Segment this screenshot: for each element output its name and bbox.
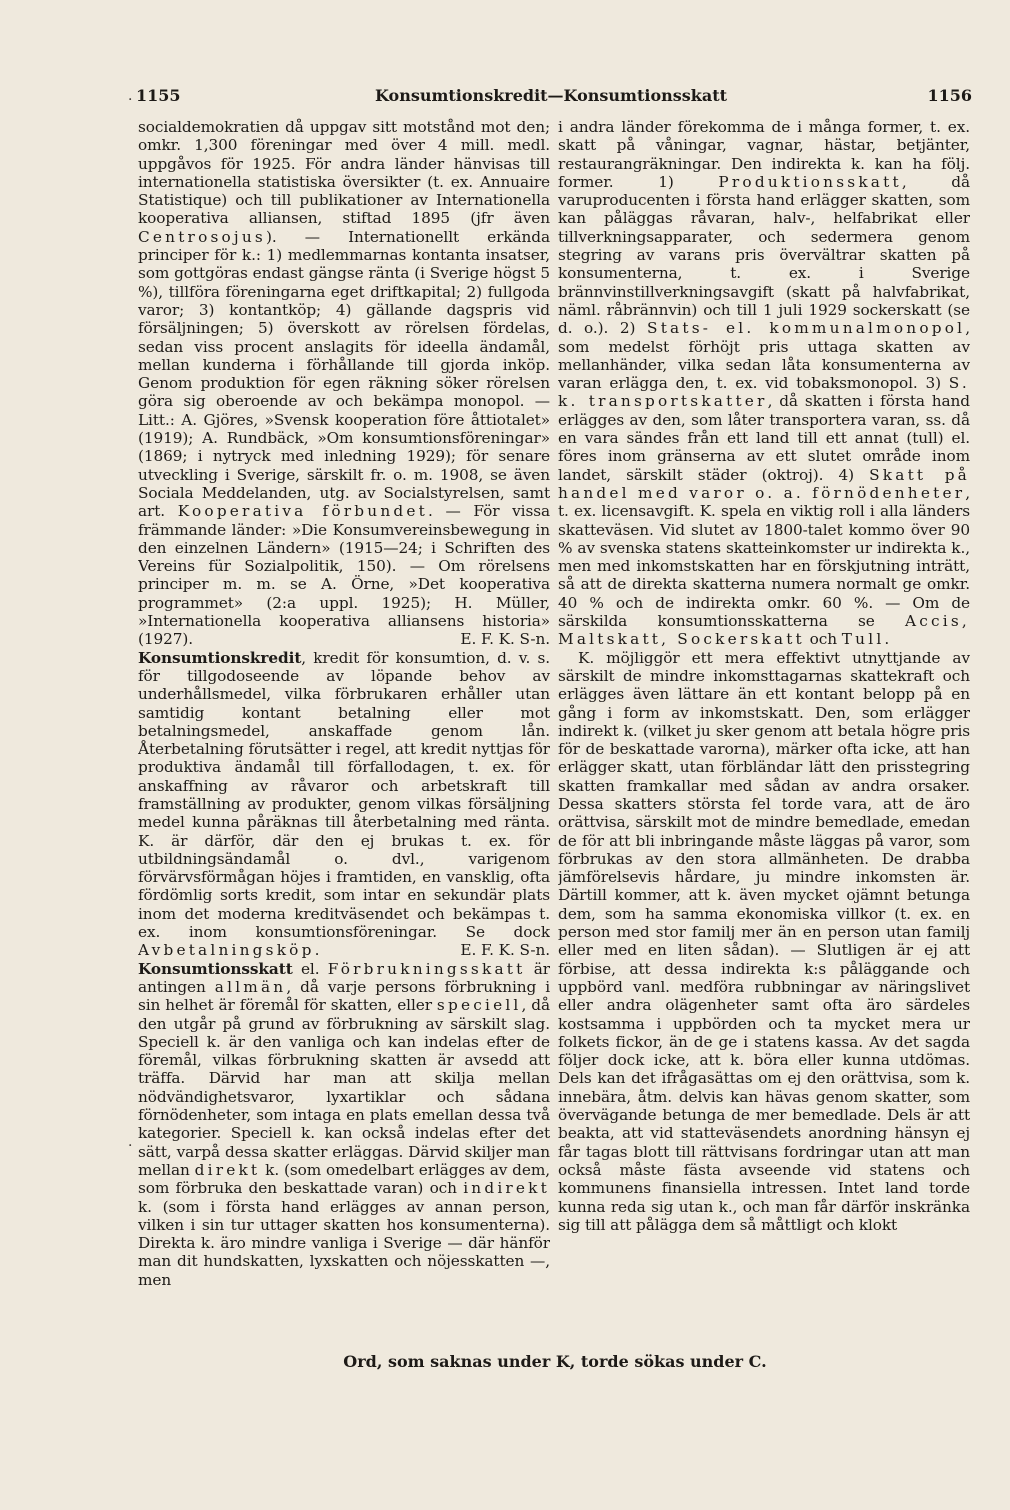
entry-konsumtionskredit: Konsumtionskredit, kredit för konsumtion, d. v. s. för tillgodoseende av löpande behov av underhållsmedel, vilka förbrukaren erhåller utan samtidig kontant betalning eller mot betalningsmedel, anskaffade genom lån. Återbetalning förutsätter i regel, att kredit nyttjas för produktiva ändamål till förfallodagen, t. ex. för anskaffning av råvaror och arbetskraft till framställning av produkter, genom vilkas försäljning medel kunna påräknas till återbetalning med ränta. K. är därför, där den ej brukas t. ex. för utbildningsändamål o. dvl., varigenom förvärvsförmågan höjes i framtiden, en vansklig, ofta fördömlig sorts kredit, som intar en sekundär plats inom det moderna kreditväsendet och bekämpas t. ex. inom konsumtionsföreningar. Se dock Avbetalningsköp. E. F. K. S-n. <box>138 648 550 960</box>
running-title: Konsumtionskredit—Konsumtionsskatt <box>374 86 727 105</box>
right-page-number: 1156 <box>927 86 972 105</box>
entry-konsumtionsskatt: Konsumtionsskatt el. Förbrukningsskatt är antingen allmän, då varje persons förbrukning i sin helhet är föremål för skatten, eller speciell, då den utgår på grund av förbrukning av särskilt slag. Speciell k. är den vanliga och kan indelas efter de föremål, vilkas förbrukning skatten är avsedd att träffa. Därvid har man att skilja mellan nödvändighetsvaror, lyxartiklar och sådana förnödenheter, som intaga en plats emellan dessa två kategorier. Speciell k. kan också indelas efter det sätt, varpå dessa skatter erläggas. Därvid skiljer man mellan direkt k. (som omedelbart erlägges av dem, som förbruka den beskattade varan) och indirekt k. (som i första hand erlägges av annan person, vilken i sin tur uttager skatten hos konsumenterna). Direkta k. äro mindre vanliga i Sverige — där hänför man dit hundskatten, lyxskatten och nöjesskatten —, men <box>138 959 550 1289</box>
page-header <box>130 86 972 112</box>
cross-reference: Avbetalningsköp <box>138 941 315 960</box>
cross-reference: Accis, Maltskatt, Sockerskatt <box>558 612 970 649</box>
author-signature: E. F. K. S-n. <box>460 630 550 649</box>
footer-note: Ord, som saknas under K, torde sökas under C. <box>343 1352 767 1371</box>
entry-headword: Konsumtionsskatt <box>138 959 293 978</box>
paragraph-konsumtionsforening-end: socialdemokratien då uppgav sitt motstånd mot den; omkr. 1,300 föreningar med över 4 mill. medl. uppgåvos för 1925. För andra länder hänvisas till internationella statistiska översikter (t. ex. Annuaire Statistique) och till publikationer av Internationella kooperativa alliansen, stiftad 1895 (jfr även Centrosojus). — Internationellt erkända principer för k.: 1) medlemmarnas kontanta insatser, som gottgöras endast gängse ränta (i Sverige högst 5 %), tillföra föreningarna eget driftkapital; 2) fullgoda varor; 3) kontantköp; 4) gällande dagspris vid försäljningen; 5) överskott av rörelsen fördelas, sedan viss procent anslagits för ideella ändamål, mellan kunderna i förhållande till gjorda inköp. Genom produktion för egen räkning söker rörelsen göra sig oberoende av och bekämpa monopol. — Litt.: A. Gjöres, »Svensk kooperation före åttiotalet» (1919); A. Rundbäck, »Om konsumtionsföreningar» (1869; i nytryck med inledning 1929); för senare utveckling i Sverige, särskilt fr. o. m. 1908, se även Sociala Meddelanden, utg. av Socialstyrelsen, samt art. Kooperativa förbundet. — För vissa främmande länder: »Die Konsumvereinsbewegung in den einzelnen Ländern» (1915—24; i Schriften des Vereins für Sozialpolitik, 150). — Om rörelsens principer m. m. se A. Örne, »Det kooperativa programmet» (2:a uppl. 1925); H. Müller, »Internationella kooperativa alliansens historia» (1927). E. F. K. S-n. <box>138 118 550 649</box>
left-page-number: 1155 <box>136 86 181 105</box>
entry-headword: Konsumtionskredit <box>138 648 302 667</box>
right-column <box>558 118 970 1348</box>
author-signature: E. F. K. S-n. <box>460 941 550 960</box>
paragraph-skattekraft: K. möjliggör ett mera effektivt utnyttjande av särskilt de mindre inkomsttagarnas skattekraft och erlägges även lättare än ett kontant belopp på en gång i form av inkomstskatt. Den, som erlägger indirekt k. (vilket ju sker genom att betala högre pris för de beskattade varorna), märker ofta icke, att han erlägger skatt, utan förbländar lätt den prisstegring skatten framkallar med sådan av andra orsaker. Dessa skatters största fel torde vara, att de äro orättvisa, särskilt mot de mindre bemedlade, emedan de för att bli inbringande måste läggas på varor, som förbrukas av den stora allmänheten. De drabba jämförelsevis hårdare, ju mindre inkomsten är. Därtill kommer, att k. även mycket ojämnt betunga dem, som ha samma ekonomiska villkor (t. ex. en person med stor familj mer än en person utan familj eller med en liten sådan). — Slutligen är ej att förbise, att dessa indirekta k:s påläggande och uppbörd vanl. medföra rubbningar av näringslivet eller andra olägenheter samt ofta äro särdeles kostsamma i uppbörden och ta mycket mera ur folkets fickor, än de ge i statens kassa. Av det sagda följer dock icke, att k. böra eller kunna utdömas. Dels kan det ifrågasättas om ej den orättvisa, som k. innebära, åtm. delvis kan hävas genom skatter, som övervägande betunga de mer bemedlade. Dels är att beakta, att vid statteväsendets anordning hänsyn ej får tagas blott till rättvisans fordringar utan att man också måste fästa avseende vid statens och kommunens finansiella intressen. Intet land torde kunna reda sig utan k., och man får därför inskränka sig till att pålägga dem så måttligt och klokt <box>558 648 970 1234</box>
paragraph-skatteformer: i andra länder förekomma de i många former, t. ex. skatt på våningar, vagnar, hästar, betjänter, restaurangräkningar. Den indirekta k. kan ha följ. former. 1) Produktionsskatt, då varuproducenten i första hand erlägger skatten, som kan påläggas råvaran, halv-, helfabrikat eller tillverkningsapparater, och sedermera genom stegring av varans pris övervältrar skatten på konsumenterna, t. ex. i Sverige brännvinstillverkningsavgift (skatt på halvfabrikat, näml. råbrännvin) och till 1 juli 1929 sockerskatt (se d. o.). 2) Stats- el. kommunalmonopol, som medelst förhöjt pris uttaga skatten av mellanhänder, vilka sedan låta konsumenterna av varan erlägga den, t. ex. vid tobaksmonopol. 3) S. k. transportskatter, då skatten i första hand erlägges av den, som låter transportera varan, ss. då en vara sändes från ett land till ett annat (tull) el. föres inom gränserna av ett slutet område inom landet, särskilt städer (oktroj). 4) Skatt på handel med varor o. a. förnödenheter, t. ex. licensavgift. K. spela en viktig roll i alla länders skatteväsen. Vid slutet av 1800-talet kommo över 90 % av svenska statens skatteinkomster ur indirekta k., men med inkomstskatten har en förskjutning inträtt, så att de direkta skatterna numera normalt ge omkr. 40 % och de indirekta omkr. 60 %. — Om de särskilda konsumtionsskatterna se Accis, Maltskatt, Sockerskatt och Tull. <box>558 118 970 649</box>
print-mark: · <box>128 92 133 108</box>
left-column <box>138 118 550 1348</box>
print-mark: · <box>128 1138 133 1154</box>
cross-reference: Tull <box>841 630 885 649</box>
